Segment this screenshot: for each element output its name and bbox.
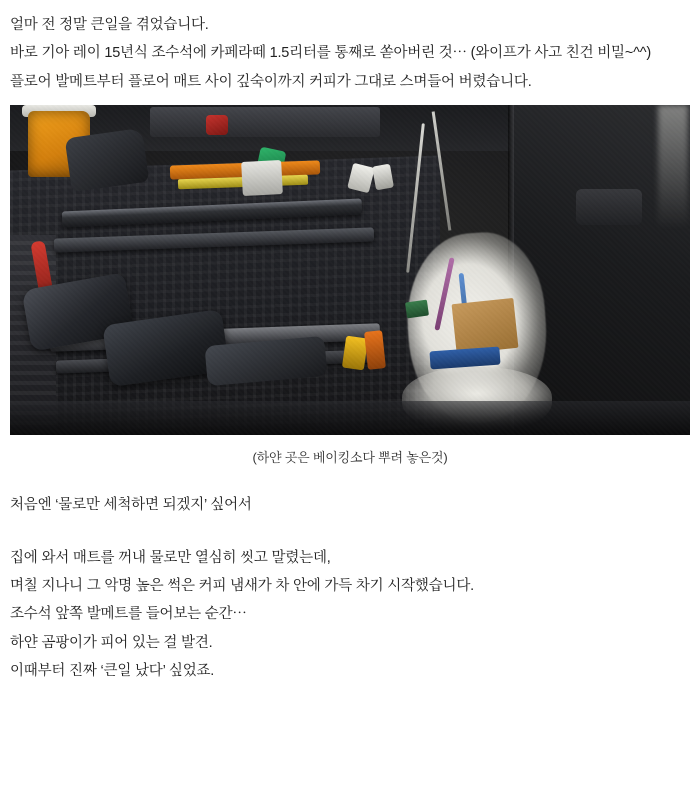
photo-door-pocket	[576, 189, 642, 225]
photo-bottom-shadow	[10, 401, 690, 435]
paragraph-body-3: 며칠 지나니 그 악명 높은 썩은 커피 냄새가 차 안에 가득 차기 시작했습니다.	[10, 577, 474, 594]
paragraph-body-6: 이때부터 진짜 ‘큰일 났다’ 싶었죠.	[10, 663, 215, 679]
photo-green-chip	[405, 300, 429, 319]
photo-white-box	[241, 160, 283, 196]
paragraph-intro-1: 얼마 전 정말 큰일을 겪었습니다.	[10, 17, 209, 33]
paragraph-intro-2: 바로 기아 레이 15년식 조수석에 카페라떼 1.5리터를 통째로 쏟아버린 것⋯ (와이프가 사고 친건 비밀~^^)	[10, 45, 651, 62]
paragraph-body-5: 하얀 곰팡이가 피어 있는 걸 발견.	[10, 634, 213, 651]
paragraph-body-4: 조수석 앞쪽 발메트를 들어보는 순간⋯	[10, 606, 247, 623]
car-interior-photo	[10, 105, 690, 435]
paragraph-intro-3: 플로어 발메트부터 플로어 매트 사이 깊숙이까지 커피가 그대로 스며들어 버렸습니다.	[10, 73, 532, 90]
photo-seat-rail-top	[150, 107, 380, 137]
photo-tool-dark	[65, 128, 150, 192]
photo-window-light	[658, 105, 688, 225]
intro-text-block	[10, 12, 690, 95]
photo-orange-clip	[364, 330, 386, 370]
paragraph-spacer	[10, 519, 690, 545]
body-text-block	[10, 492, 690, 684]
paragraph-body-2: 집에 와서 매트를 꺼내 물로만 열심히 씻고 말렸는데,	[10, 549, 331, 566]
photo-white-clip-2	[372, 164, 394, 191]
photo-red-object	[206, 115, 228, 135]
photo-caption: (하얀 곳은 베이킹소다 뿌려 놓은것)	[252, 450, 448, 466]
photo-wood-block	[452, 298, 519, 354]
photo-canvas	[10, 105, 690, 435]
paragraph-body-1: 처음엔 ‘물로만 세척하면 되겠지’ 싶어서	[10, 497, 252, 514]
